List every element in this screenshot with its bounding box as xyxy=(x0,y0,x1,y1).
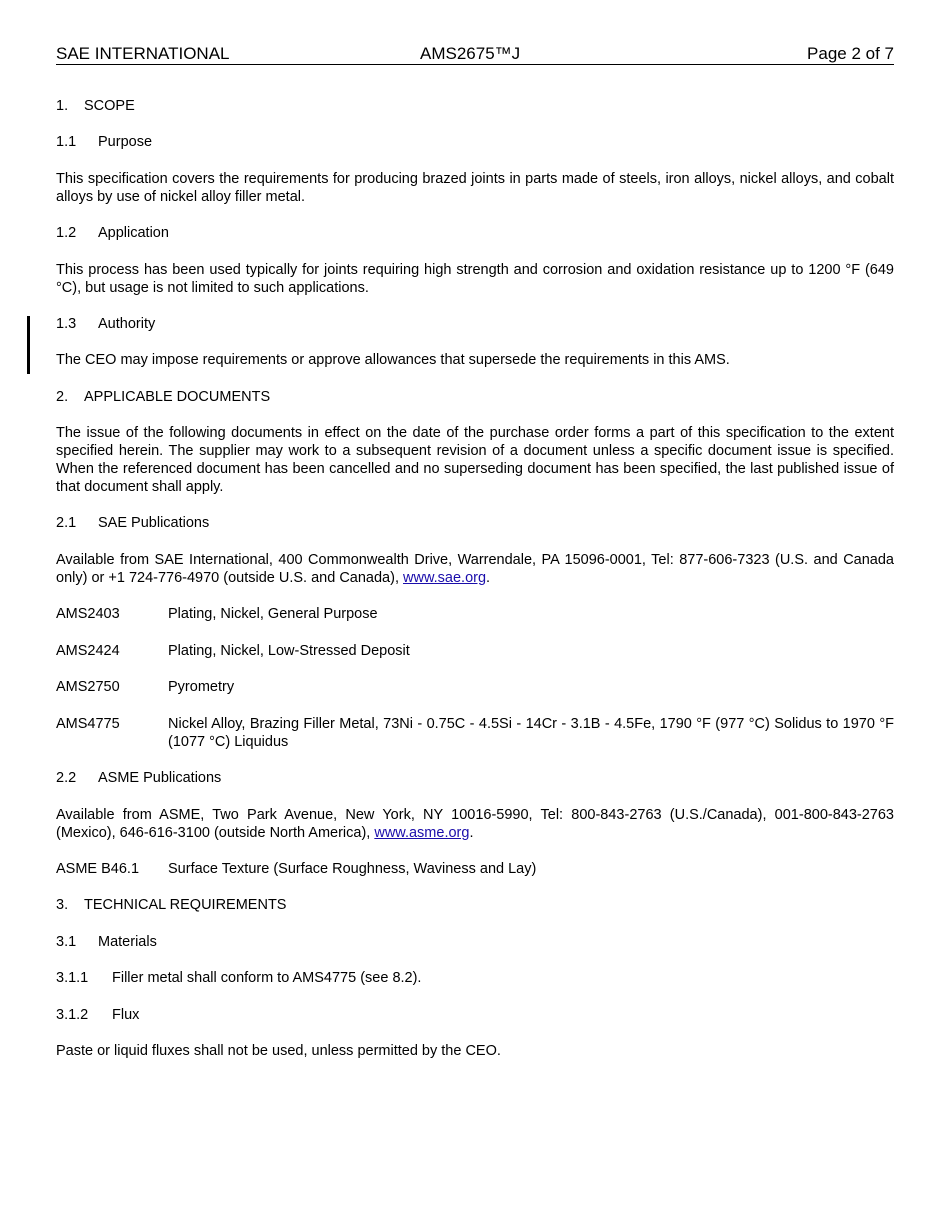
section-3-1-heading: 3.1 Materials xyxy=(56,934,157,950)
section-1-3-text: The CEO may impose requirements or approve allowances that supersede the requirements in this AMS. xyxy=(56,352,730,368)
section-2-text: The issue of the following documents in effect on the date of the purchase order forms a part of this specification to the extent specified herein. The supplier may work to a subsequent revision of a document unless a specific document issue is specified. When the referenced document has been cancelled and no superseding document has been specified, the last published issue of that document shall apply. xyxy=(56,425,894,495)
sae-website-link[interactable]: www.sae.org xyxy=(403,570,487,586)
section-1-1-text: This specification covers the requirements for producing brazed joints in parts made of steels, iron alloys, nickel alloys, and cobalt alloys by use of nickel alloy filler metal. xyxy=(56,171,894,205)
reference-code: AMS4775 xyxy=(56,716,120,732)
reference-row xyxy=(56,715,894,751)
header-document-id: AMS2675™J xyxy=(420,44,521,63)
reference-title: Plating, Nickel, General Purpose xyxy=(168,606,378,622)
section-2-2-text: Available from ASME, Two Park Avenue, New York, NY 10016-5990, Tel: 800-843-2763 (U.S./Canada), 001-800-843-2763 (Mexico), 646-616-3100 (outside North America), www.asme.org. xyxy=(56,807,894,841)
reference-row xyxy=(56,642,894,660)
reference-title: Plating, Nickel, Low-Stressed Deposit xyxy=(168,643,410,659)
section-3-1-2-text: Paste or liquid fluxes shall not be used, unless permitted by the CEO. xyxy=(56,1043,501,1059)
revision-change-bar xyxy=(27,316,30,374)
section-1-3-heading: 1.3 Authority xyxy=(56,316,156,332)
section-2-1-text: Available from SAE International, 400 Commonwealth Drive, Warrendale, PA 15096-0001, Tel: 877-606-7323 (U.S. and Canada only) or +1 724-776-4970 (outside U.S. and Canada), www.sae.org. xyxy=(56,552,894,586)
header-page-number: Page 2 of 7 xyxy=(807,44,894,63)
reference-title: Surface Texture (Surface Roughness, Waviness and Lay) xyxy=(168,861,537,877)
section-3-1-2-heading: 3.1.2 Flux xyxy=(56,1007,140,1023)
header-organization: SAE INTERNATIONAL xyxy=(56,44,230,63)
section-2-1-heading: 2.1 SAE Publications xyxy=(56,515,210,531)
section-2-2-heading: 2.2 ASME Publications xyxy=(56,770,222,786)
section-3-1-1-text: 3.1.1 Filler metal shall conform to AMS4775 (see 8.2). xyxy=(56,970,422,986)
reference-title: Nickel Alloy, Brazing Filler Metal, 73Ni - 0.75C - 4.5Si - 14Cr - 3.1B - 4.5Fe, 1790 °F (977 °C) Solidus to 1970 °F (1077 °C) Liquidus xyxy=(168,716,894,750)
asme-website-link[interactable]: www.asme.org xyxy=(374,825,470,841)
page-header xyxy=(56,44,894,65)
reference-row xyxy=(56,860,894,878)
reference-title: Pyrometry xyxy=(168,679,235,695)
reference-row xyxy=(56,605,894,623)
reference-code: AMS2424 xyxy=(56,643,120,659)
section-1-heading: 1. SCOPE xyxy=(56,98,135,114)
reference-code: AMS2403 xyxy=(56,606,120,622)
section-1-2-heading: 1.2 Application xyxy=(56,225,169,241)
section-1-1-heading: 1.1 Purpose xyxy=(56,134,153,150)
reference-code: AMS2750 xyxy=(56,679,120,695)
section-3-heading: 3. TECHNICAL REQUIREMENTS xyxy=(56,897,287,913)
section-2-heading: 2. APPLICABLE DOCUMENTS xyxy=(56,389,271,405)
reference-row xyxy=(56,678,894,696)
section-1-2-text: This process has been used typically for joints requiring high strength and corrosion and oxidation resistance up to 1200 °F (649 °C), but usage is not limited to such applications. xyxy=(56,262,894,296)
reference-code: ASME B46.1 xyxy=(56,861,140,877)
